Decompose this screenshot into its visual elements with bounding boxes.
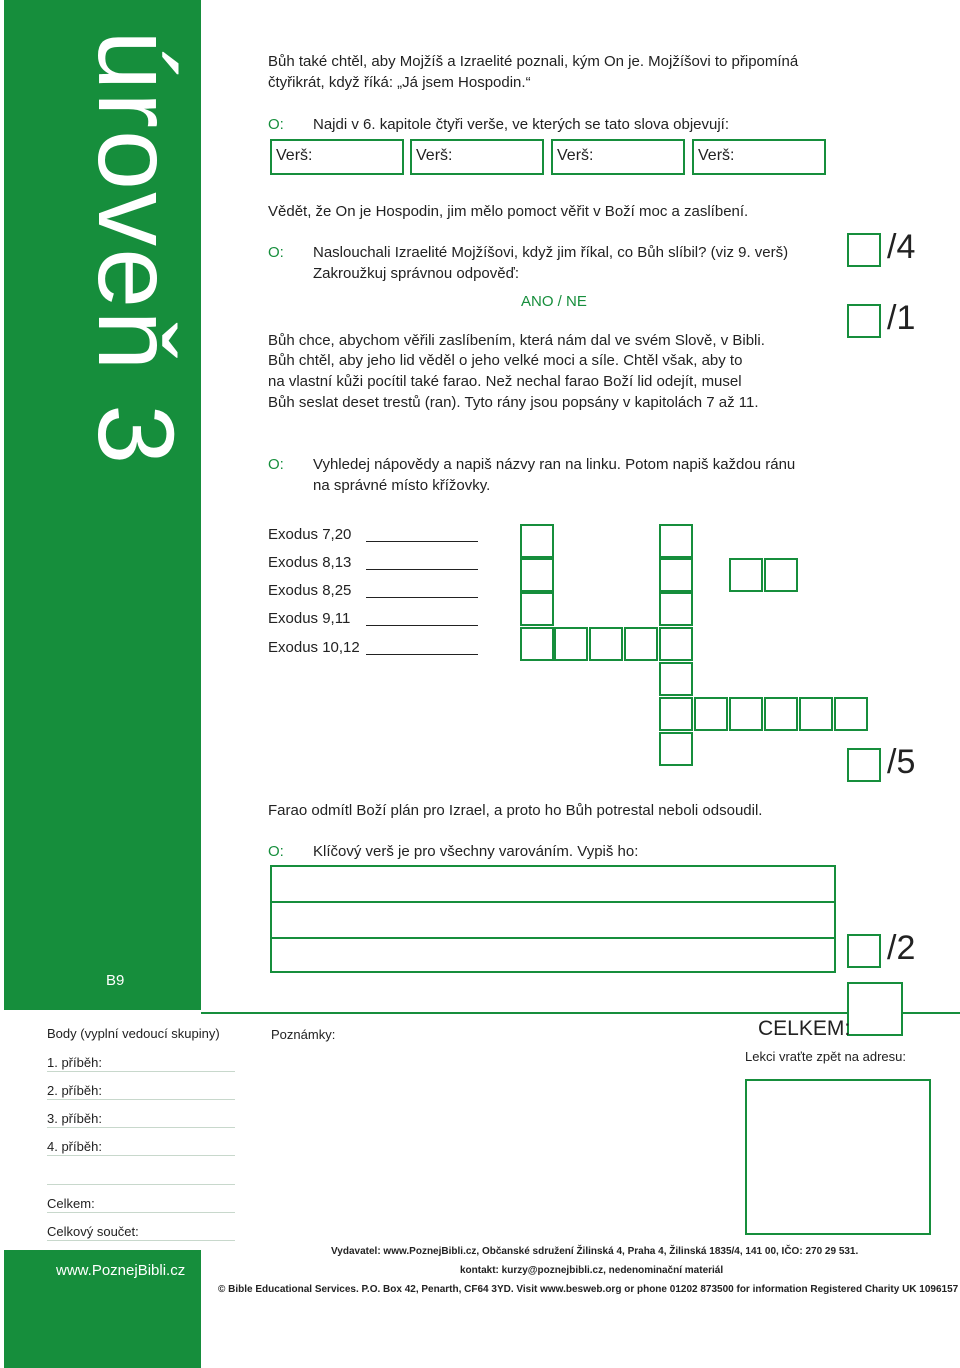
para-3-line-2: Bůh chtěl, aby jeho lid věděl o jeho velké moci a síle. Chtěl však, aby to xyxy=(268,352,743,369)
para-3-line-4: Bůh seslat deset trestů (ran). Tyto rány jsou popsány v kapitolách 7 až 11. xyxy=(268,394,759,411)
points-title: Body (vyplní vedoucí skupiny) xyxy=(47,1026,220,1041)
story-1-line[interactable] xyxy=(47,1071,235,1072)
q4-marker: O: xyxy=(268,843,284,860)
crossword-cell[interactable] xyxy=(520,592,554,626)
grand-total-line[interactable] xyxy=(47,1240,235,1241)
total-line[interactable] xyxy=(47,1212,235,1213)
story-4-label: 4. příběh: xyxy=(47,1139,102,1154)
crossword-cell[interactable] xyxy=(799,697,833,731)
q1-text: Najdi v 6. kapitole čtyři verše, ve kterých se tato slova objevují: xyxy=(313,116,730,133)
crossword-cell[interactable] xyxy=(659,524,693,558)
q3-line2: na správné místo křížovky. xyxy=(313,477,491,494)
para-4: Farao odmítl Boží plán pro Izrael, a proto ho Bůh potrestal neboli odsoudil. xyxy=(268,802,763,819)
crossword-cell[interactable] xyxy=(624,627,658,661)
level-title: úroveň 3 xyxy=(76,30,197,467)
score-box-q2[interactable] xyxy=(847,304,881,338)
story-2-label: 2. příběh: xyxy=(47,1083,102,1098)
ref-3: Exodus 8,25 xyxy=(268,582,352,599)
q3-marker: O: xyxy=(268,456,284,473)
verse-box-1[interactable]: Verš: xyxy=(270,139,404,175)
score-box-q3[interactable] xyxy=(847,748,881,782)
answer-line-5[interactable] xyxy=(366,654,478,655)
points-panel xyxy=(0,1010,201,1250)
story-1-label: 1. příběh: xyxy=(47,1055,102,1070)
notes-label: Poznámky: xyxy=(271,1027,336,1042)
q2-line1: Naslouchali Izraelité Mojžíšovi, když jim říkal, co Bůh slíbil? (viz 9. verš) xyxy=(313,244,789,261)
q2-marker: O: xyxy=(268,244,284,261)
q2-line2: Zakroužkuj správnou odpověď: xyxy=(313,265,520,282)
copyright-info: © Bible Educational Services. P.O. Box 42, Penarth, CF64 3YD. Visit www.besweb.org or phone 01202 873500 for information Registered Charity UK 1096157 xyxy=(218,1284,959,1295)
separator-line xyxy=(47,1184,235,1185)
lesson-code: B9 xyxy=(106,972,125,989)
q4-text: Klíčový verš je pro všechny varováním. Vypiš ho: xyxy=(313,843,639,860)
total-label: Celkem: xyxy=(47,1196,95,1211)
crossword-cell[interactable] xyxy=(589,627,623,661)
website-link[interactable]: www.PoznejBibli.cz xyxy=(56,1262,186,1279)
publisher-info: Vydavatel: www.PoznejBibli.cz, Občanské sdružení Žilinská 4, Praha 4, Žilinská 1835/4, 141 00, IČO: 270 29 531. xyxy=(331,1246,859,1257)
crossword-cell[interactable] xyxy=(764,697,798,731)
story-2-line[interactable] xyxy=(47,1099,235,1100)
verse-box-4[interactable]: Verš: xyxy=(692,139,826,175)
answer-line-4[interactable] xyxy=(366,625,478,626)
score-q3: /5 xyxy=(887,743,916,781)
q1-marker: O: xyxy=(268,116,284,133)
q3-line1: Vyhledej nápovědy a napiš názvy ran na linku. Potom napiš každou ránu xyxy=(313,456,796,473)
story-3-line[interactable] xyxy=(47,1127,235,1128)
ref-4: Exodus 9,11 xyxy=(268,610,351,627)
celkem-label: CELKEM: xyxy=(758,1017,851,1040)
answer-line-3[interactable] xyxy=(366,597,478,598)
verse-box-2[interactable]: Verš: xyxy=(410,139,544,175)
ref-2: Exodus 8,13 xyxy=(268,554,352,571)
story-3-label: 3. příběh: xyxy=(47,1111,102,1126)
crossword-cell[interactable] xyxy=(659,732,693,766)
ref-5: Exodus 10,12 xyxy=(268,639,360,656)
answer-line-1[interactable] xyxy=(366,541,478,542)
crossword-cell[interactable] xyxy=(659,558,693,592)
crossword-cell[interactable] xyxy=(659,627,693,661)
score-q2: /1 xyxy=(887,299,916,337)
ref-1: Exodus 7,20 xyxy=(268,526,352,543)
score-box-q4[interactable] xyxy=(847,934,881,968)
crossword-cell[interactable] xyxy=(659,592,693,626)
score-q4: /2 xyxy=(887,929,916,967)
crossword-cell[interactable] xyxy=(520,524,554,558)
crossword-cell[interactable] xyxy=(834,697,868,731)
score-q1: /4 xyxy=(887,228,916,266)
address-box[interactable] xyxy=(745,1079,931,1235)
para-3-line-3: na vlastní kůži pocítil také farao. Než nechal farao Boží lid odejít, musel xyxy=(268,373,742,390)
para-2: Vědět, že On je Hospodin, jim mělo pomoct věřit v Boží moc a zaslíbení. xyxy=(268,203,749,220)
crossword-cell[interactable] xyxy=(659,662,693,696)
score-box-q1[interactable] xyxy=(847,233,881,267)
crossword-cell[interactable] xyxy=(694,697,728,731)
total-score-box[interactable] xyxy=(847,982,903,1036)
crossword-cell[interactable] xyxy=(764,558,798,592)
verse-box-3[interactable]: Verš: xyxy=(551,139,685,175)
key-verse-box[interactable] xyxy=(270,865,836,973)
story-4-line[interactable] xyxy=(47,1155,235,1156)
contact-info: kontakt: kurzy@poznejbibli.cz, nedenominační materiál xyxy=(460,1265,724,1276)
answer-line-2[interactable] xyxy=(366,569,478,570)
return-address-label: Lekci vraťte zpět na adresu: xyxy=(745,1049,906,1064)
crossword-cell[interactable] xyxy=(659,697,693,731)
crossword-cell[interactable] xyxy=(729,697,763,731)
para-3-line-1: Bůh chce, abychom věřili zaslíbením, která nám dal ve svém Slově, v Bibli. xyxy=(268,332,765,349)
yes-no-answer[interactable]: ANO / NE xyxy=(521,293,587,310)
crossword-cell[interactable] xyxy=(520,558,554,592)
intro-text: Bůh také chtěl, aby Mojžíš a Izraelité poznali, kým On je. Mojžíšovi to připomíná čtyřikrát, když říká: „Já jsem Hospodin.“ xyxy=(268,53,799,91)
crossword-cell[interactable] xyxy=(729,558,763,592)
crossword-cell[interactable] xyxy=(554,627,588,661)
grand-total-label: Celkový součet: xyxy=(47,1224,139,1239)
crossword-cell[interactable] xyxy=(520,627,554,661)
